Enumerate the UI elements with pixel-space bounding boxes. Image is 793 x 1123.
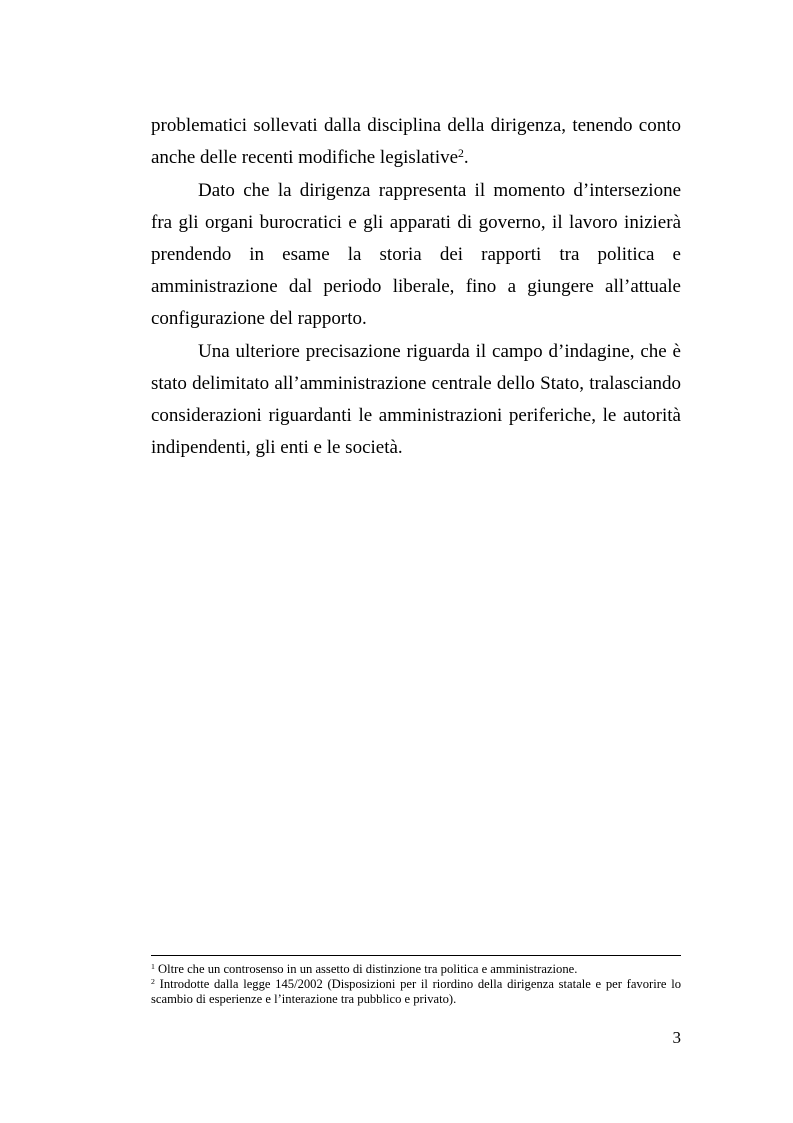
body-text (151, 110, 681, 465)
footnote-divider (151, 955, 681, 956)
footnote-1-text: Oltre che un controsenso in un assetto di distinzione tra politica e amministrazione. (154, 962, 578, 976)
footnote-2-mark: 2 (151, 976, 155, 986)
footnote-1-mark: 1 (151, 961, 155, 971)
paragraph-1-text: problematici sollevati dalla disciplina della dirigenza, tenendo conto anche delle recenti modifiche legislative (151, 115, 681, 168)
paragraph-1 (151, 110, 681, 174)
paragraph-2: Dato che la dirigenza rappresenta il momento d’intersezione fra gli organi burocratici e gli apparati di governo, il lavoro inizierà prendendo in esame la storia dei rapporti tra politica e amministrazione dal periodo liberale, fino a giungere all’attuale configurazione del rapporto. (151, 180, 681, 329)
footnotes (151, 962, 681, 1007)
footnote-2 (151, 977, 681, 1007)
paragraph-3: Una ulteriore precisazione riguarda il campo d’indagine, che è stato delimitato all’amministrazione centrale dello Stato, tralasciando considerazioni riguardanti le amministrazioni periferiche, le autorità indipendenti, gli enti e le società. (151, 341, 681, 458)
footnote-1 (151, 962, 681, 977)
page-number: 3 (672, 1028, 681, 1047)
footnote-2-text: Introdotte dalla legge 145/2002 (Disposizioni per il riordino della dirigenza statale e per favorire lo scambio di esperienze e l’interazione tra pubblico e privato). (151, 977, 681, 1006)
footnote-ref-2: 2 (458, 146, 464, 160)
paragraph-1-end: . (463, 147, 469, 168)
